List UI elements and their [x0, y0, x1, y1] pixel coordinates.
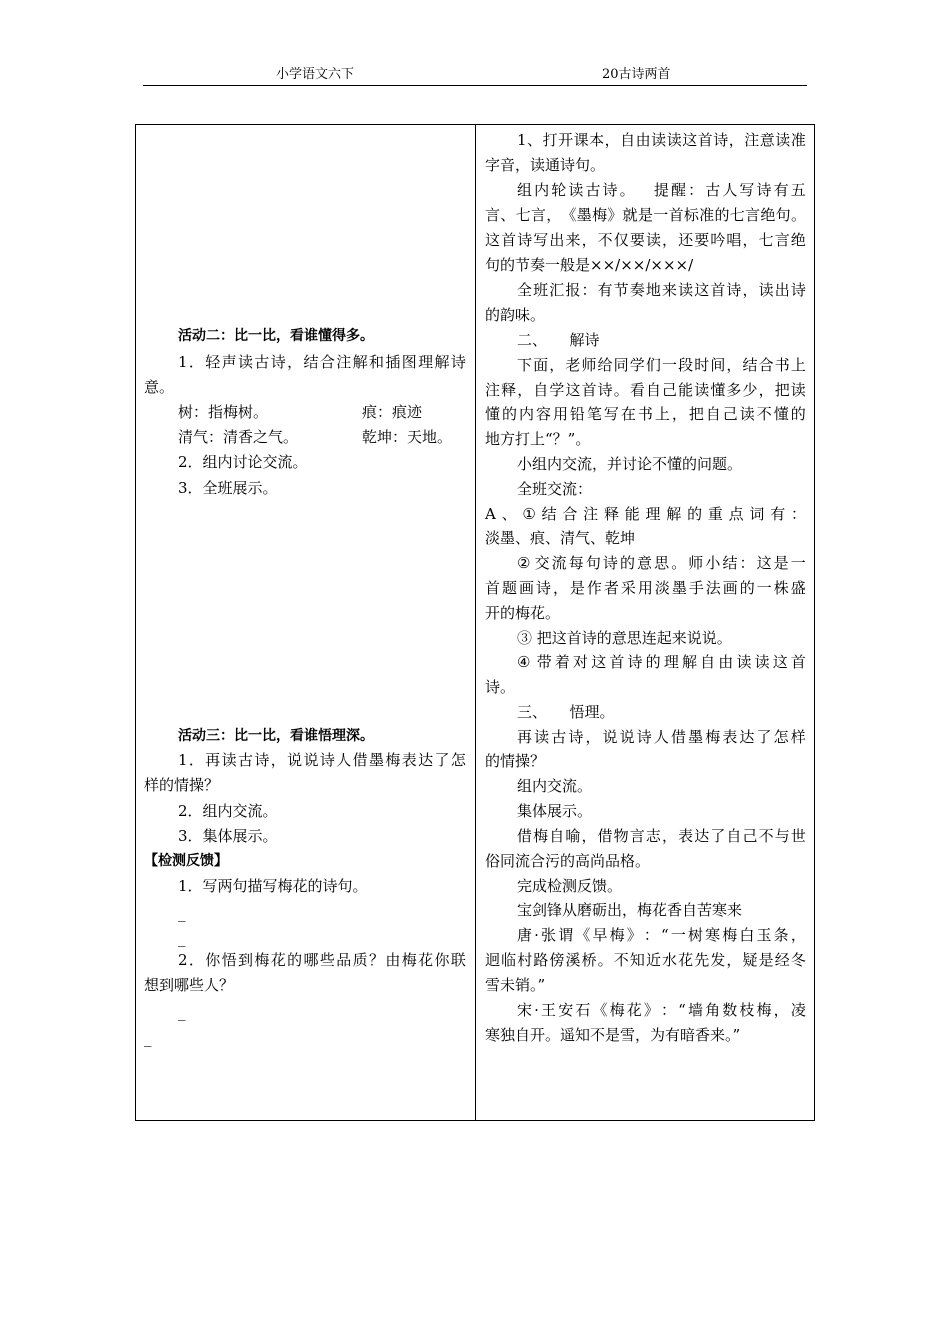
- right-line: 诗。: [485, 678, 516, 696]
- gloss-qingqi: 清气：清香之气。: [178, 428, 299, 446]
- right-line: 的韵味。: [485, 306, 546, 324]
- activity2-item1-line1: 1 ． 轻 声 读 古 诗 ， 结 合 注 解 和 插 图 理 解 诗: [178, 353, 466, 371]
- feedback-question-2-line1: 2 ． 你 悟 到 梅 花 的 哪 些 品 质 ？ 由 梅 花 你 联: [178, 951, 466, 969]
- answer-blank-3: _: [178, 1003, 186, 1021]
- right-line: ④ 带 着 对 这 首 诗 的 理 解 自 由 读 读 这 首: [517, 653, 806, 671]
- right-line: 下 面 ， 老 师 给 同 学 们 一 段 时 间 ， 结 合 书 上: [517, 356, 806, 374]
- page-header-left: 小学语文六下: [276, 67, 355, 82]
- right-line: 1 、 打 开 课 本 ， 自 由 读 读 这 首 诗 ， 注 意 读 准: [517, 131, 806, 149]
- right-line: 宝剑锋从磨砺出，梅花香自苦寒来: [517, 901, 743, 919]
- activity3-item2: 2．组内交流。: [178, 802, 278, 820]
- right-line: 的情操？: [485, 752, 546, 770]
- right-line: 宋 · 王 安 石 《 梅 花 》 ： “ 墙 角 数 枝 梅 ， 凌: [517, 1001, 806, 1019]
- gloss-hen: 痕：痕迹: [362, 403, 423, 421]
- right-line: 雪未销。”: [485, 976, 546, 994]
- activity2-item1-line2: 意。: [144, 378, 175, 396]
- right-line: 全班交流：: [517, 480, 593, 498]
- feedback-title: 【检测反馈】: [144, 853, 228, 869]
- activity3-title: 活动三：比一比，看谁悟理深。: [178, 728, 374, 744]
- right-line: ③ 把这首诗的意思连起来说说。: [517, 629, 732, 647]
- right-line: A 、 ① 结 合 注 释 能 理 解 的 重 点 词 有 ：: [485, 505, 806, 523]
- right-line: 再 读 古 诗 ， 说 说 诗 人 借 墨 梅 表 达 了 怎 样: [517, 728, 806, 746]
- right-line: ② 交 流 每 句 诗 的 意 思 。 师 小 结 ： 这 是 一: [517, 554, 806, 572]
- answer-blank-2: _: [178, 929, 186, 947]
- page-header-right: 20古诗两首: [602, 67, 671, 82]
- right-line: 集体展示。: [517, 802, 593, 820]
- activity3-item3: 3．集体展示。: [178, 827, 278, 845]
- right-line: 句的节奏一般是××/××/×××/: [485, 256, 694, 274]
- right-line: 小组内交流，并讨论不懂的问题。: [517, 455, 743, 473]
- right-line: 俗同流合污的高尚品格。: [485, 852, 651, 870]
- right-line: 淡墨、痕、清气、乾坤: [485, 529, 636, 547]
- right-line: 地方打上“？”。: [485, 430, 591, 448]
- right-line: 组 内 轮 读 古 诗 。 提 醒 ： 古 人 写 诗 有 五: [517, 181, 806, 199]
- right-line: 迥 临 村 路 傍 溪 桥 。 不 知 近 水 花 先 发 ， 疑 是 经 冬: [485, 951, 806, 969]
- activity2-title: 活动二：比一比，看谁懂得多。: [178, 328, 374, 344]
- header-rule: [143, 85, 807, 86]
- activity2-item2: 2．组内讨论交流。: [178, 453, 308, 471]
- section-heading-jieshi: 二、 解诗: [517, 331, 600, 349]
- section-heading-wuli: 三、 悟理。: [517, 703, 615, 721]
- right-line: 完成检测反馈。: [517, 877, 623, 895]
- right-line: 这 首 诗 写 出 来 ， 不 仅 要 读 ， 还 要 吟 唱 ， 七 言 绝: [485, 231, 806, 249]
- right-line: 字音，读通诗句。: [485, 156, 606, 174]
- right-line: 唐 · 张 谓 《 早 梅 》 ： “ 一 树 寒 梅 白 玉 条 ，: [517, 926, 806, 944]
- gloss-qiankun: 乾坤：天地。: [362, 428, 453, 446]
- right-line: 全 班 汇 报 ： 有 节 奏 地 来 读 这 首 诗 ， 读 出 诗: [517, 281, 806, 299]
- right-line: 注 释 ， 自 学 这 首 诗 。 看 自 己 能 读 懂 多 少 ， 把 读: [485, 381, 806, 399]
- column-divider: [475, 124, 476, 1121]
- gloss-shu: 树：指梅树。: [178, 403, 269, 421]
- activity3-item1-line1: 1 ． 再 读 古 诗 ， 说 说 诗 人 借 墨 梅 表 达 了 怎: [178, 751, 466, 769]
- right-line: 开的梅花。: [485, 604, 561, 622]
- right-line: 懂 的 内 容 用 铅 笔 写 在 书 上 ， 把 自 己 读 不 懂 的: [485, 405, 806, 423]
- feedback-question-1: 1．写两句描写梅花的诗句。: [178, 877, 368, 895]
- feedback-question-2-line2: 想到哪些人？: [144, 976, 235, 994]
- right-line: 寒独自开。遥知不是雪，为有暗香来。”: [485, 1026, 741, 1044]
- answer-blank-1: _: [178, 904, 186, 922]
- answer-blank-4: _: [144, 1029, 152, 1047]
- right-line: 组内交流。: [517, 777, 593, 795]
- activity2-item3: 3．全班展示。: [178, 479, 278, 497]
- activity3-item1-line2: 样的情操？: [144, 776, 220, 794]
- right-line: 言 、 七 言 ， 《 墨 梅 》 就 是 一 首 标 准 的 七 言 绝 句 。: [485, 206, 806, 224]
- right-line: 借 梅 自 喻 ， 借 物 言 志 ， 表 达 了 自 己 不 与 世: [517, 827, 806, 845]
- right-line: 首 题 画 诗 ， 是 作 者 采 用 淡 墨 手 法 画 的 一 株 盛: [485, 579, 806, 597]
